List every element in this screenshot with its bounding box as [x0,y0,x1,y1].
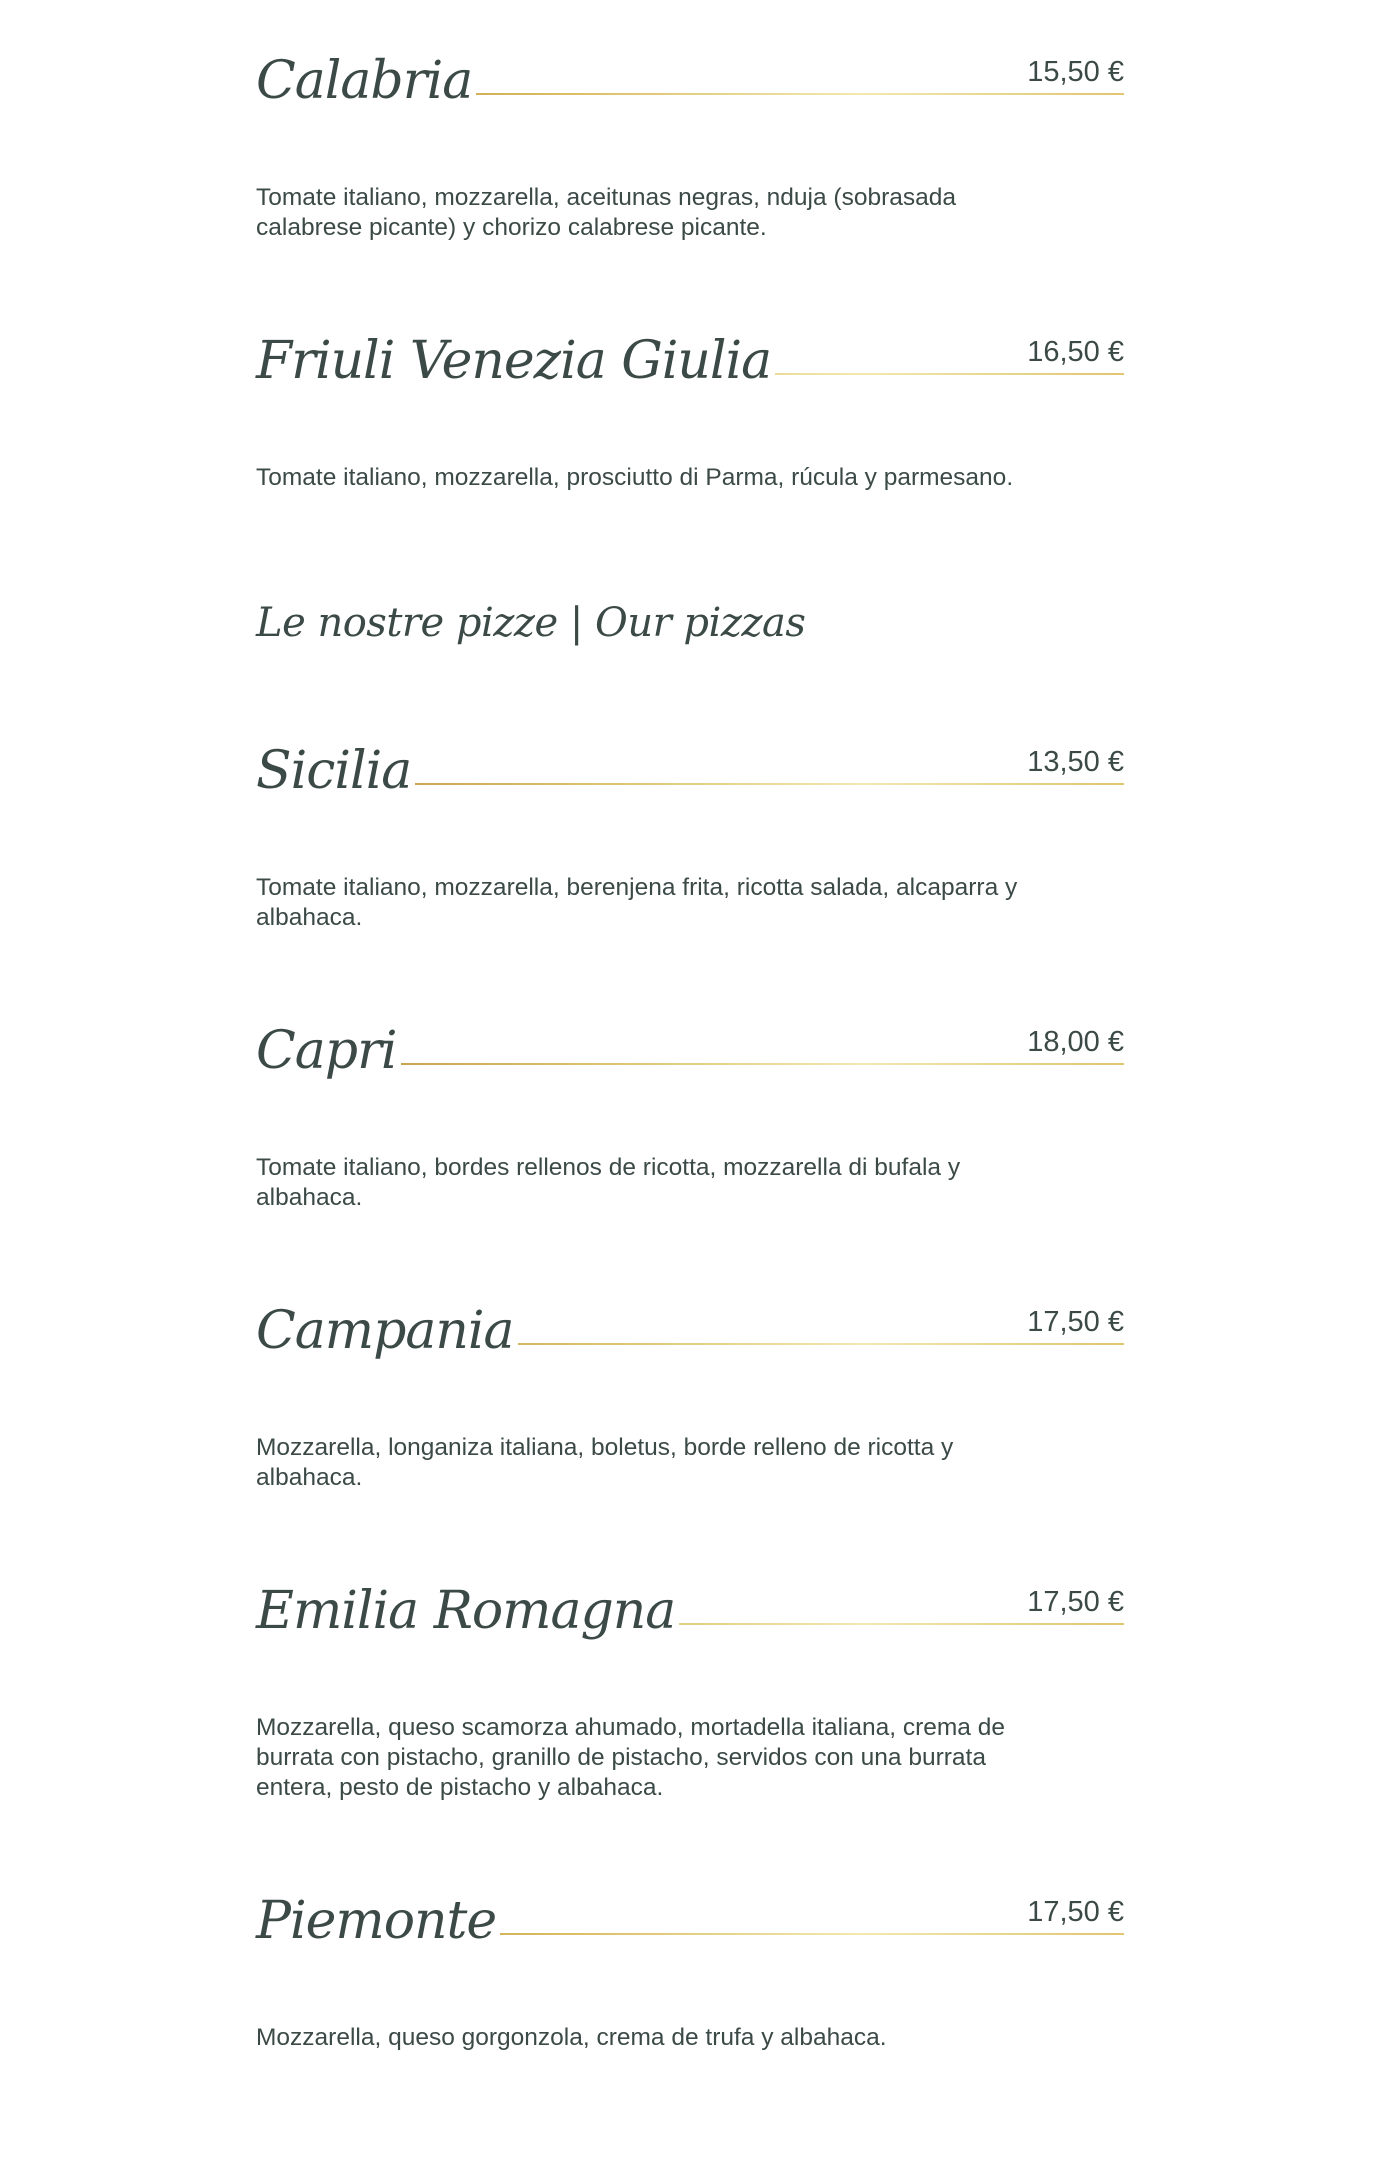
menu-item-calabria [256,25,1124,241]
menu-item-name: Piemonte [256,1895,500,1947]
menu-item-capri [256,995,1124,1211]
menu-item-description: Tomate italiano, bordes rellenos de ricotta, mozzarella di bufala y albahaca. [256,1154,961,1211]
menu-item-name: Emilia Romagna [256,1585,679,1637]
menu-item-description: Mozzarella, longaniza italiana, boletus, borde relleno de ricotta y albahaca. [256,1434,954,1491]
menu-item-name: Sicilia [256,745,415,797]
menu-item-price: 16,50 € [1027,336,1124,368]
menu-item-emilia-romagna [256,1555,1124,1801]
section-title: Le nostre pizze | Our pizzas [256,600,806,646]
menu-item-header [256,715,1124,805]
menu-item-sicilia [256,715,1124,931]
menu-item-header [256,1865,1124,1955]
menu-item-campania [256,1275,1124,1491]
menu-item-description: Tomate italiano, mozzarella, berenjena frita, ricotta salada, alcaparra y albahaca. [256,874,1018,931]
menu-item-name: Friuli Venezia Giulia [256,335,775,387]
menu-item-description: Tomate italiano, mozzarella, aceitunas negras, nduja (sobrasada calabrese picante) y chorizo calabrese picante. [256,184,957,241]
menu-item-header [256,1275,1124,1365]
menu-item-header [256,1555,1124,1645]
menu-item-description: Tomate italiano, mozzarella, prosciutto di Parma, rúcula y parmesano. [256,464,1014,491]
menu-item-price: 17,50 € [1027,1586,1124,1618]
menu-item-price: 15,50 € [1027,56,1124,88]
menu-item-price: 13,50 € [1027,746,1124,778]
menu-item-description: Mozzarella, queso scamorza ahumado, mortadella italiana, crema de burrata con pistacho, granillo de pistacho, servidos con una burrata entera, pesto de pistacho y albahaca. [256,1714,1005,1801]
menu-item-name: Capri [256,1025,401,1077]
menu-item-name: Campania [256,1305,518,1357]
menu-item-header [256,305,1124,395]
menu-item-price: 17,50 € [1027,1896,1124,1928]
menu-item-piemonte [256,1865,1124,2051]
menu-item-friuli-venezia-giulia [256,305,1124,491]
menu-item-price: 17,50 € [1027,1306,1124,1338]
menu-item-header [256,25,1124,115]
menu-item-name: Calabria [256,55,476,107]
menu-item-header [256,995,1124,1085]
menu-item-price: 18,00 € [1027,1026,1124,1058]
menu-item-description: Mozzarella, queso gorgonzola, crema de trufa y albahaca. [256,2024,887,2051]
